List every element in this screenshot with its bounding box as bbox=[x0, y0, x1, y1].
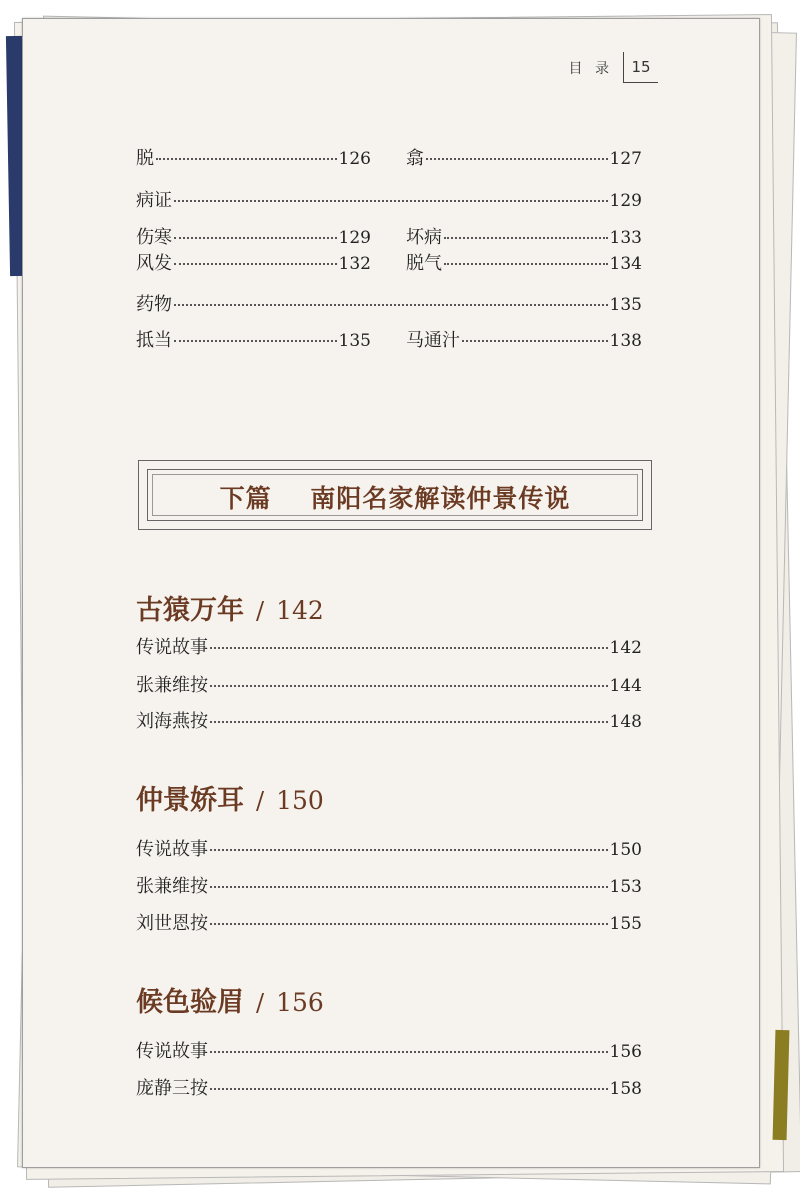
toc-entry-title: 张兼维按 bbox=[136, 876, 208, 897]
toc-entry-page: 150 bbox=[609, 840, 642, 860]
toc-entry-title: 风发 bbox=[136, 253, 172, 274]
toc-entry-title: 刘世恩按 bbox=[136, 913, 208, 934]
section-separator: / bbox=[256, 989, 265, 1017]
toc-entry[interactable] bbox=[406, 253, 642, 275]
leader-dots bbox=[174, 237, 337, 239]
toc-entry-page: 126 bbox=[338, 149, 371, 169]
toc-entry-page: 135 bbox=[338, 331, 371, 351]
toc-entry-title: 药物 bbox=[136, 294, 172, 315]
toc-entry[interactable] bbox=[136, 711, 642, 733]
toc-entry[interactable] bbox=[136, 148, 371, 170]
toc-entry-page: 155 bbox=[609, 914, 642, 934]
toc-entry-title: 病证 bbox=[136, 190, 172, 211]
toc-entry-page: 144 bbox=[609, 676, 642, 696]
toc-entry-page: 133 bbox=[609, 228, 642, 248]
leader-dots bbox=[210, 1051, 608, 1053]
leader-dots bbox=[210, 1088, 608, 1090]
toc-entry-title: 脱气 bbox=[406, 253, 442, 274]
toc-entry[interactable] bbox=[136, 913, 642, 935]
section-heading[interactable] bbox=[136, 980, 324, 1019]
toc-entry[interactable] bbox=[136, 1078, 642, 1100]
section-separator: / bbox=[256, 787, 265, 815]
section-page: 150 bbox=[276, 786, 324, 815]
running-header bbox=[569, 52, 658, 83]
leader-dots bbox=[174, 263, 337, 265]
toc-entry[interactable] bbox=[136, 227, 371, 249]
toc-entry-page: 127 bbox=[609, 149, 642, 169]
toc-entry-title: 马通汁 bbox=[406, 330, 460, 351]
toc-entry-page: 129 bbox=[338, 228, 371, 248]
section-page: 156 bbox=[276, 988, 324, 1017]
leader-dots bbox=[210, 923, 608, 925]
toc-entry-title: 庞静三按 bbox=[136, 1078, 208, 1099]
toc-entry-title: 坏病 bbox=[406, 227, 442, 248]
part-title: 下篇 南阳名家解读仲景传说 bbox=[219, 484, 571, 513]
leader-dots bbox=[174, 304, 608, 306]
toc-category[interactable] bbox=[136, 190, 642, 212]
part-banner bbox=[138, 460, 652, 530]
section-heading[interactable] bbox=[136, 778, 324, 817]
toc-entry[interactable] bbox=[136, 675, 642, 697]
toc-entry[interactable] bbox=[136, 839, 642, 861]
toc-entry[interactable] bbox=[406, 227, 642, 249]
leader-dots bbox=[444, 263, 608, 265]
toc-entry-page: 148 bbox=[609, 712, 642, 732]
toc-entry-title: 传说故事 bbox=[136, 1041, 208, 1062]
toc-entry-page: 129 bbox=[609, 191, 642, 211]
toc-category[interactable] bbox=[136, 294, 642, 316]
toc-entry-page: 138 bbox=[609, 331, 642, 351]
toc-entry-page: 156 bbox=[609, 1042, 642, 1062]
section-title: 候色验眉 bbox=[136, 987, 244, 1018]
section-page: 142 bbox=[276, 596, 324, 625]
toc-entry[interactable] bbox=[136, 876, 642, 898]
toc-entry[interactable] bbox=[136, 330, 371, 352]
toc-entry-title: 传说故事 bbox=[136, 839, 208, 860]
leader-dots bbox=[426, 158, 608, 160]
leader-dots bbox=[210, 685, 608, 687]
section-separator: / bbox=[256, 597, 265, 625]
toc-entry-title: 传说故事 bbox=[136, 637, 208, 658]
leader-dots bbox=[174, 340, 337, 342]
toc-entry-title: 脱 bbox=[136, 148, 154, 169]
toc-entry-page: 135 bbox=[609, 295, 642, 315]
leader-dots bbox=[156, 158, 337, 160]
section-heading[interactable] bbox=[136, 588, 324, 627]
section-title: 古猿万年 bbox=[136, 595, 244, 626]
toc-entry-title: 抵当 bbox=[136, 330, 172, 351]
leader-dots bbox=[444, 237, 608, 239]
toc-entry[interactable] bbox=[136, 1041, 642, 1063]
toc-entry-title: 刘海燕按 bbox=[136, 711, 208, 732]
toc-entry[interactable] bbox=[406, 148, 642, 170]
toc-entry-page: 142 bbox=[609, 638, 642, 658]
toc-entry-title: 伤寒 bbox=[136, 227, 172, 248]
toc-entry-page: 158 bbox=[609, 1079, 642, 1099]
toc-entry-page: 153 bbox=[609, 877, 642, 897]
toc-entry-page: 134 bbox=[609, 254, 642, 274]
toc-entry-title: 张兼维按 bbox=[136, 675, 208, 696]
leader-dots bbox=[210, 721, 608, 723]
header-label: 目 录 bbox=[568, 60, 613, 77]
section-title: 仲景娇耳 bbox=[136, 785, 244, 816]
leader-dots bbox=[210, 647, 608, 649]
book-cover-edge bbox=[773, 1030, 790, 1140]
toc-entry[interactable] bbox=[136, 253, 371, 275]
toc-entry[interactable] bbox=[136, 637, 642, 659]
toc-entry-title: 翕 bbox=[406, 148, 424, 169]
page-number: 15 bbox=[623, 52, 658, 83]
toc-entry[interactable] bbox=[406, 330, 642, 352]
leader-dots bbox=[462, 340, 608, 342]
leader-dots bbox=[210, 886, 608, 888]
leader-dots bbox=[210, 849, 608, 851]
leader-dots bbox=[174, 200, 608, 202]
toc-entry-page: 132 bbox=[338, 254, 371, 274]
